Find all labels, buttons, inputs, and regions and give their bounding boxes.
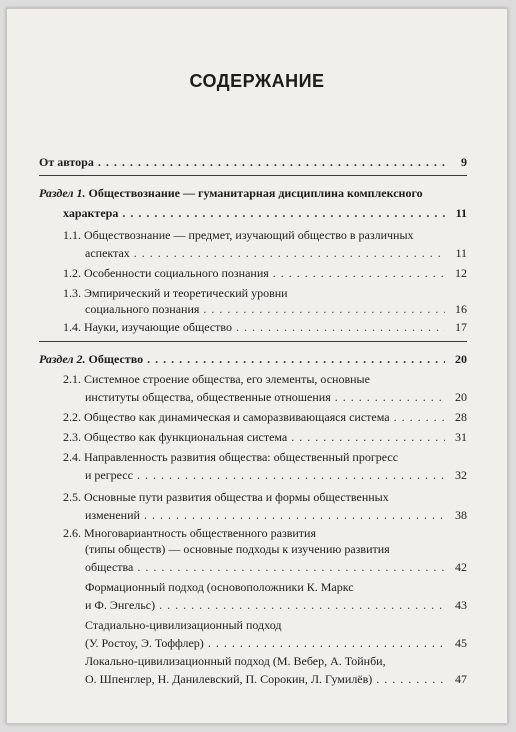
toc-entry-text: О. Шпенглер, Н. Данилевский, П. Сорокин, Л. Гумилёв) <box>85 672 373 686</box>
toc-entry-2-6[interactable] <box>63 525 316 541</box>
toc-entry-1-3[interactable] <box>63 285 288 301</box>
toc-entry-text: 1.4. Науки, изучающие общество <box>63 320 232 334</box>
toc-entry-2-1-cont[interactable] <box>85 389 467 405</box>
book-page <box>6 8 508 724</box>
leader-dots <box>394 409 445 425</box>
toc-entry-text: 1.1. Обществознание — предмет, изучающий общество в различных <box>63 228 414 242</box>
toc-entry-2-2[interactable] <box>63 409 467 425</box>
leader-dots <box>147 351 445 367</box>
toc-entry-text: 2.3. Общество как функциональная система <box>63 430 288 444</box>
toc-entry-text: аспектах <box>85 246 130 260</box>
page-number: 16 <box>455 302 467 316</box>
page-number: 42 <box>455 560 467 574</box>
toc-entry-2-4[interactable] <box>63 449 398 465</box>
page-number: 45 <box>455 636 467 650</box>
page-number: 17 <box>455 320 467 334</box>
toc-entry-text: (У. Ростоу, Э. Тоффлер) <box>85 636 204 650</box>
section-separator <box>39 341 467 342</box>
page-number: 43 <box>455 598 467 612</box>
toc-entry-text: 2.5. Основные пути развития общества и формы общественных <box>63 490 389 504</box>
toc-entry-text: 1.2. Особенности социального познания <box>63 266 269 280</box>
page-number: 47 <box>455 672 467 686</box>
leader-dots <box>203 301 445 317</box>
leader-dots <box>122 205 445 221</box>
toc-subentry-local[interactable] <box>85 653 386 669</box>
toc-entry-text: Формационный подход (основоположники К. Маркс <box>85 580 354 594</box>
leader-dots <box>236 319 445 335</box>
page-number: 11 <box>455 206 467 220</box>
toc-entry-text: изменений <box>85 508 140 522</box>
leader-dots <box>144 507 445 523</box>
toc-entry-text: 1.3. Эмпирический и теоретический уровни <box>63 286 288 300</box>
toc-entry-1-3-cont[interactable] <box>85 301 467 317</box>
leader-dots <box>335 389 445 405</box>
toc-entry-text: и регресс <box>85 468 133 482</box>
section-1-heading-cont[interactable] <box>63 205 467 221</box>
toc-entry-text: социального познания <box>85 302 200 316</box>
page-title: СОДЕРЖАНИЕ <box>189 71 325 91</box>
leader-dots <box>137 559 445 575</box>
section-2-title: Общество <box>85 352 144 366</box>
section-1-prefix: Раздел 1. <box>39 186 86 200</box>
page-number: 31 <box>455 430 467 444</box>
page-number: 38 <box>455 508 467 522</box>
table-of-contents <box>7 9 507 723</box>
leader-dots <box>137 467 445 483</box>
toc-entry-text: и Ф. Энгельс) <box>85 598 156 612</box>
leader-dots <box>208 635 445 651</box>
section-2-heading[interactable] <box>39 351 467 367</box>
toc-entry-2-4-cont[interactable] <box>85 467 467 483</box>
toc-entry-2-5-cont[interactable] <box>85 507 467 523</box>
section-1-title-cont: характера <box>63 206 119 220</box>
toc-entry-text: общества <box>85 560 134 574</box>
toc-entry-2-5[interactable] <box>63 489 389 505</box>
leader-dots <box>376 671 445 687</box>
toc-subentry-stadial[interactable] <box>85 617 281 633</box>
toc-entry-1-4[interactable] <box>63 319 467 335</box>
section-2-prefix: Раздел 2. <box>39 352 86 366</box>
toc-entry-text: Стадиально-цивилизационный подход <box>85 618 282 632</box>
leader-dots <box>134 245 445 261</box>
toc-subentry-formation-cont[interactable] <box>85 597 467 613</box>
page-number: 20 <box>455 352 467 366</box>
leader-dots <box>98 154 445 170</box>
toc-entry-2-6-cont[interactable] <box>85 541 390 557</box>
page-number: 20 <box>455 390 467 404</box>
section-separator <box>39 175 467 176</box>
toc-entry-label: От автора <box>39 155 94 169</box>
toc-entry-text: 2.4. Направленность развития общества: общественный прогресс <box>63 450 399 464</box>
toc-entry-text: 2.2. Общество как динамическая и саморазвивающаяся система <box>63 410 390 424</box>
leader-dots <box>273 265 445 281</box>
page-number: 12 <box>455 266 467 280</box>
toc-subentry-stadial-cont[interactable] <box>85 635 467 651</box>
toc-entry-text: 2.6. Многовариантность общественного развития <box>63 526 316 540</box>
toc-entry-1-1-cont[interactable] <box>85 245 467 261</box>
page-number: 28 <box>455 410 467 424</box>
toc-subentry-formation[interactable] <box>85 579 354 595</box>
toc-entry-text: 2.1. Системное строение общества, его элементы, основные <box>63 372 370 386</box>
page-number: 9 <box>461 155 467 169</box>
toc-entry-1-2[interactable] <box>63 265 467 281</box>
toc-entry-text: (типы обществ) — основные подходы к изучению развития <box>85 542 390 556</box>
leader-dots <box>159 597 445 613</box>
toc-entry-2-3[interactable] <box>63 429 467 445</box>
section-1-heading[interactable] <box>39 185 423 201</box>
page-number: 32 <box>455 468 467 482</box>
toc-entry-text: институты общества, общественные отношения <box>85 390 331 404</box>
page-number: 11 <box>455 246 467 260</box>
toc-entry-2-6-end[interactable] <box>85 559 467 575</box>
toc-entry-2-1[interactable] <box>63 371 370 387</box>
section-1-title: Обществознание — гуманитарная дисциплина комплексного <box>85 186 423 200</box>
toc-entry-text: Локально-цивилизационный подход (М. Вебер, А. Тойнби, <box>85 654 386 668</box>
toc-subentry-local-cont[interactable] <box>85 671 467 687</box>
toc-entry-1-1[interactable] <box>63 227 414 243</box>
toc-entry-author-note[interactable] <box>39 154 467 170</box>
leader-dots <box>291 429 445 445</box>
